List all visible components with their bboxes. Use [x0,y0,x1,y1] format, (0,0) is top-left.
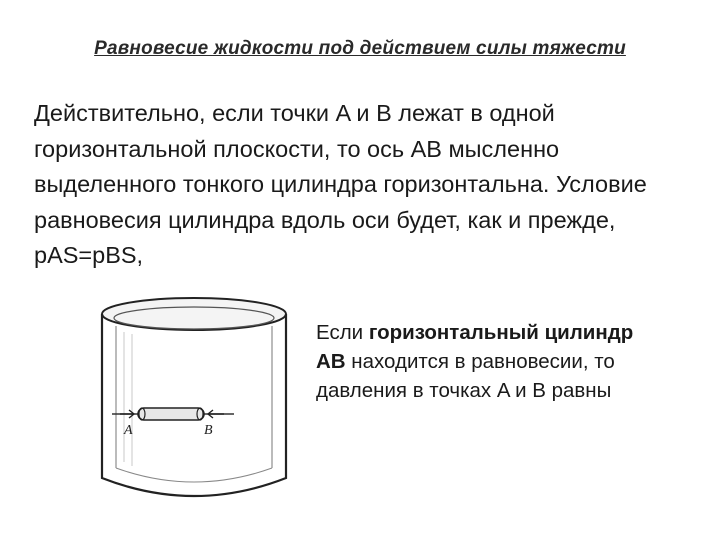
body-paragraph: Действительно, если точки A и B лежат в одной горизонтальной плоскости, то ось AB мысленно выделенного тонкого цилиндра горизонтальна. Условие равновесия цилиндра вдоль оси будет, как и прежде, pAS=pBS, [34,100,647,268]
arrow-b [208,410,224,418]
caption-bold: горизонтальный цилиндр AB [316,321,634,373]
thin-cylinder-ab [138,408,204,420]
caption-part1: Если [316,321,369,344]
slide-title: Равновесие жидкости под действием силы тяжести [94,38,626,59]
label-a: A [124,423,133,438]
caption-part2: находится в равновесии, то давления в точках A и B равны [316,350,615,402]
caption-text [316,318,636,405]
vessel-illustration [94,282,294,504]
label-b: B [204,423,213,438]
vessel-wall [102,314,286,496]
vessel-rim [102,298,286,330]
inner-bottom [116,468,272,482]
cylinder-vessel-figure [94,282,294,504]
shading [124,332,132,466]
